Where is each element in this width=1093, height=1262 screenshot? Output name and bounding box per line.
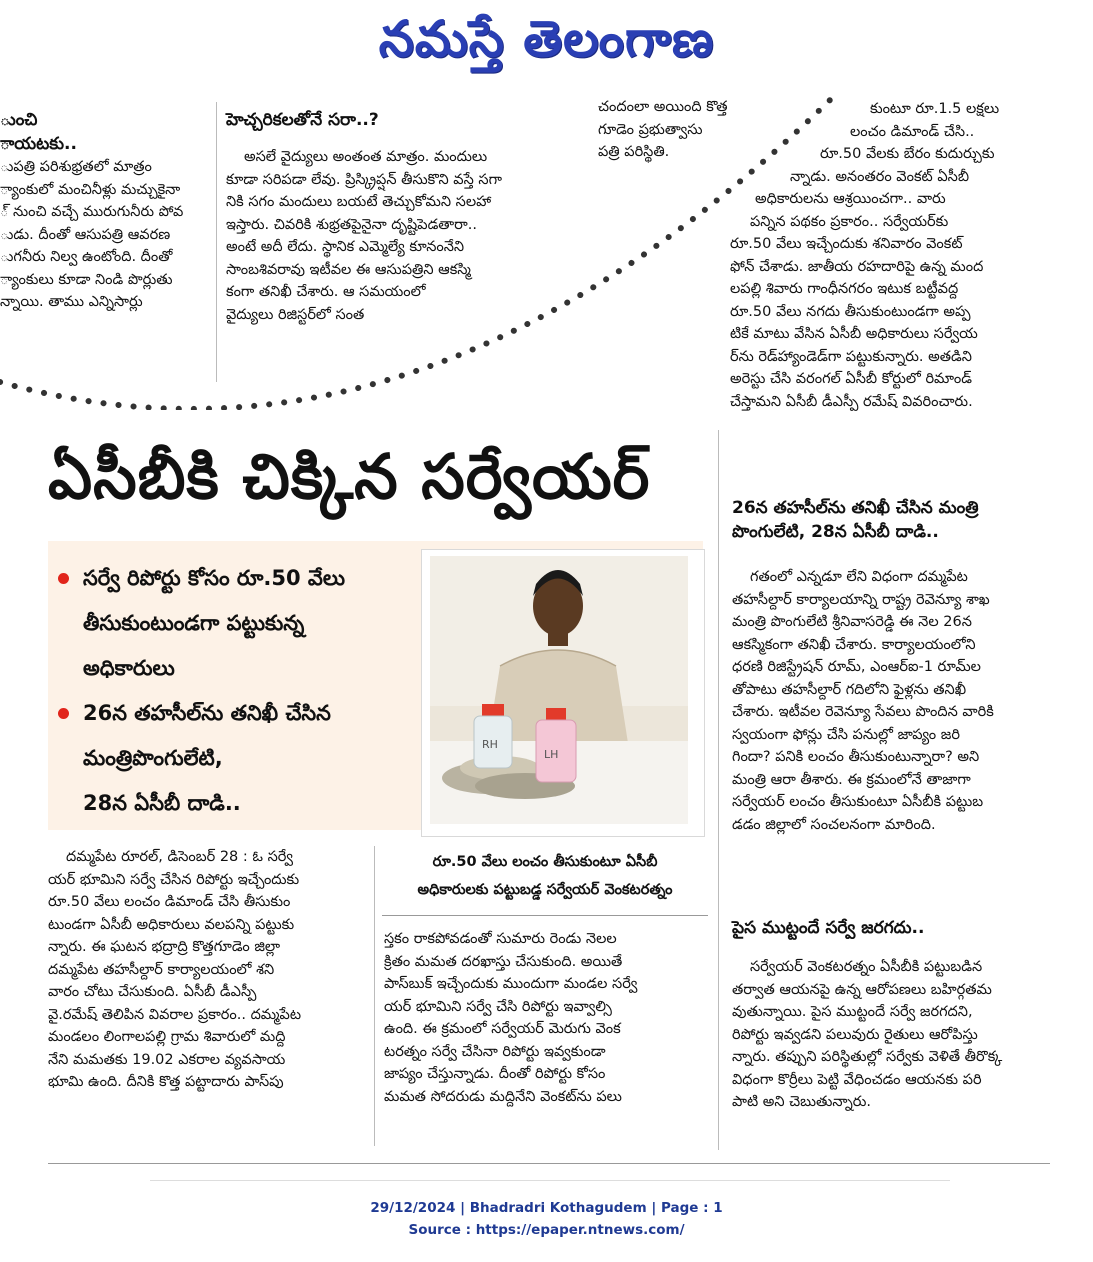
right-col-line: లపల్లి శివారు గాంధీనగరం ఇటుక బట్టీవద్ద bbox=[730, 281, 959, 297]
highlight-line: 28న ఏసీబీ దాడి.. bbox=[83, 791, 241, 815]
body-col1-line: దమ్మపేట రూరల్, డిసెంబర్ 28 : ఓ సర్వే bbox=[66, 849, 294, 865]
highlights-list bbox=[58, 556, 413, 826]
top-col3-line: గూడెం ప్రభుత్వాసు bbox=[598, 121, 703, 138]
right-sub1-line: మంత్రి ఆరా తీశారు. ఈ క్రమంలోనే తాజాగా bbox=[732, 771, 971, 788]
right-sub1-line: డడం జిల్లాలో సంచలనంగా మారింది. bbox=[732, 816, 936, 833]
body-col2-line: ఉంది. ఈ క్రమంలో సర్వేయర్ మెరుగు వెంక bbox=[384, 1021, 621, 1037]
bottle-right-label: LH bbox=[544, 748, 559, 761]
body-col1-line: నేని మమతకు 19.02 ఎకరాల వ్యవసాయ bbox=[48, 1051, 286, 1068]
right-sub2-line: వుతున్నాయి. పైస ముట్టందే సర్వే జరగదని, bbox=[732, 1004, 973, 1020]
highlight-line: సర్వే రిపోర్టు కోసం రూ.50 వేలు bbox=[83, 566, 345, 590]
right-sub2-line: సర్వేయర్ వెంకటరత్నం ఏసీబీకి పట్టుబడిన bbox=[750, 959, 983, 975]
right-col-line: అధికారులను ఆశ్రయించగా.. వారు bbox=[755, 191, 946, 207]
top-col2-line: అంటే అదీ లేదు. స్థానిక ఎమ్మెల్యే కూనంనేని bbox=[226, 239, 465, 255]
right-sub1-line: చేశారు. ఇటీవల రెవెన్యూ సేవలు పొందిన వారికి bbox=[732, 704, 994, 720]
right-col-line: చేస్తామని ఏసీబీ డీఎస్పీ రమేష్ వివరించారు. bbox=[730, 393, 973, 410]
footer-date-edition: 29/12/2024 | Bhadradri Kothagudem | Page : 1 bbox=[370, 1200, 723, 1216]
right-col-line: టికే మాటు వేసిన ఏసీబీ అధికారులు సర్వేయ bbox=[730, 326, 978, 342]
top-col2-line: వైద్యులు రిజిస్టర్‌లో సంత bbox=[226, 306, 365, 323]
right-column-body-1 bbox=[732, 566, 1054, 836]
top-col3-line: చందంలా అయింది కొత్త bbox=[598, 99, 728, 115]
right-col-line: రూ.50 వేలు ఇచ్చేందుకు శనివారం వెంకట్ bbox=[730, 236, 963, 252]
highlight-line: అధికారులు bbox=[83, 656, 175, 680]
body-col1-line: మండలం లింగాలపల్లి గ్రామ శివారులో మద్ది bbox=[48, 1029, 286, 1045]
top-column-2 bbox=[226, 108, 576, 326]
caption-line: రూ.50 వేలు లంచం తీసుకుంటూ ఏసీబీ bbox=[432, 854, 658, 870]
right-column-divider bbox=[718, 430, 719, 1150]
caption-rule bbox=[382, 915, 708, 916]
top-col2-line: నికి సగం మందులు బయటే తెచ్చుకోమని సలహా bbox=[226, 194, 492, 210]
body-divider bbox=[374, 846, 375, 1146]
top-col1-line: ుగనీరు నిల్వ ఉంటోంది. దీంతో bbox=[0, 249, 173, 265]
body-col1-line: వారం చోటు చేసుకుంది. ఏసీబీ డీఎస్పీ bbox=[48, 984, 257, 1000]
body-col2-line: క్రితం మమత దరఖాస్తు చేసుకుంది. అయితే bbox=[384, 953, 623, 970]
body-col1-line: వై.రమేష్ తెలిపిన వివరాల ప్రకారం.. దమ్మపేట bbox=[48, 1006, 302, 1023]
body-col1-line: భూమి ఉంది. దీనికి కొత్త పట్టాదారు పాస్‌పు bbox=[48, 1074, 284, 1090]
right-subheading-1 bbox=[732, 496, 1054, 544]
right-col-line: న్నాడు. అనంతరం వెంకట్ ఏసీబీ bbox=[790, 168, 970, 185]
bottom-rule bbox=[48, 1163, 1050, 1164]
photo-caption bbox=[380, 848, 710, 904]
top-col2-line: ఇస్తారు. చివరికి శుభ్రతపైనైనా దృష్టిపెడతారా.. bbox=[226, 216, 477, 233]
top-col2-line: సాంబశివరావు ఇటీవల ఈ ఆసుపత్రిని ఆకస్మి bbox=[226, 261, 471, 278]
masthead-logo: నమస్తే తెలంగాణ bbox=[378, 10, 715, 68]
right-col-line: కుంటూ రూ.1.5 లక్షలు bbox=[870, 101, 1000, 117]
top-col1-line: ుడు. దీంతో ఆసుపత్రి ఆవరణ bbox=[0, 226, 171, 243]
right-col-line: అరెస్టు చేసి వరంగల్ ఏసీబీ కోర్టులో రిమాండ్ bbox=[730, 371, 972, 387]
right-sub1-line: గిందా? పనికి లంచం తీసుకుంటున్నారా? అని bbox=[732, 749, 980, 765]
right-subheading-2: పైస ముట్టందే సర్వే జరగదు.. bbox=[732, 918, 925, 938]
highlight-line: మంత్రిపొంగులేటి, bbox=[83, 746, 223, 770]
right-col-line: లంచం డిమాండ్ చేసి.. bbox=[850, 123, 975, 140]
top-col2-line: కూడా సరిపడా లేవు. ప్రిస్క్రిప్షన్ తీసుకొని వస్తే సగా bbox=[226, 171, 502, 188]
subheading-line: పొంగులేటి, 28న ఏసీబీ దాడి.. bbox=[732, 522, 939, 542]
right-column-continuation bbox=[730, 98, 1052, 413]
right-sub2-line: విధంగా కొర్రీలు పెట్టి వేధించడం ఆయనకు పరి bbox=[732, 1071, 982, 1088]
body-col1-line: దమ్మపేట తహసీల్దార్ కార్యాలయంలో శని bbox=[48, 961, 275, 978]
right-sub1-line: తోపాటు తహసీల్దార్ గదిలోని ఫైళ్లను తనిఖీ bbox=[732, 681, 967, 698]
body-col2-line: పాస్‌బుక్ ఇచ్చేందుకు ముందుగా మండల సర్వే bbox=[384, 976, 638, 992]
news-photo bbox=[430, 556, 688, 824]
right-sub1-line: మంత్రి పొంగులేటి శ్రీనివాసరెడ్డి ఈ నెల 26న bbox=[732, 614, 972, 630]
column-divider bbox=[216, 102, 217, 382]
body-column-2 bbox=[384, 928, 709, 1108]
top-col1-line: ్యాంకులో మంచినీళ్లు మచ్చుకైనా bbox=[0, 181, 181, 198]
photo-illustration bbox=[430, 556, 688, 824]
right-col-line: రూ.50 వేలు నగదు తీసుకుంటుండగా అప్ప bbox=[730, 303, 971, 320]
bottom-rule-faint bbox=[150, 1180, 950, 1181]
top-col1-line: ్యాంకులు కూడా నిండి పొర్లుతు bbox=[0, 271, 173, 288]
body-col1-line: న్నారు. ఈ ఘటన భద్రాద్రి కొత్తగూడెం జిల్లా bbox=[48, 939, 281, 955]
right-sub2-line: తర్వాత ఆయనపై ఉన్న ఆరోపణలు బహిర్గతమ bbox=[732, 981, 992, 998]
right-col-line: ఫోన్ చేశాడు. జాతీయ రహదారిపై ఉన్న మంద bbox=[730, 258, 984, 275]
top-column-1 bbox=[0, 108, 205, 314]
body-col1-line: రూ.50 వేలు లంచం డిమాండ్ చేసి తీసుకుం bbox=[48, 894, 291, 910]
highlight-line: 26న తహసీల్‌ను తనిఖీ చేసిన bbox=[83, 701, 331, 725]
body-col2-line: జాప్యం చేస్తున్నాడు. దీంతో రిపోర్టు కోసం bbox=[384, 1066, 606, 1082]
highlight-item bbox=[58, 691, 413, 826]
right-sub2-line: న్నారు. తప్పుని పరిస్థితుల్లో సర్వేకు వెళితే తీరొక్క bbox=[732, 1049, 1003, 1065]
top-col3-line: పత్రి పరిస్థితి. bbox=[598, 144, 670, 160]
body-col1-line: యర్ భూమిని సర్వే చేసిన రిపోర్టు ఇచ్చేందుకు bbox=[48, 871, 300, 888]
top-col1-line: న్నాయి. తాము ఎన్నిసార్లు bbox=[0, 294, 143, 310]
body-col1-line: టుండగా ఏసీబీ అధికారులు వలపన్ని పట్టుకు bbox=[48, 916, 295, 933]
body-col2-line: యర్ భూమిని సర్వే చేసి రిపోర్టు ఇవ్వాల్సి bbox=[384, 998, 612, 1015]
right-col-line: ర్‌ను రెడ్‌హ్యాండెడ్‌గా పట్టుకున్నారు. అతడిని bbox=[730, 348, 972, 365]
highlight-line: తీసుకుంటుండగా పట్టుకున్న bbox=[83, 611, 305, 635]
right-sub1-line: స్వయంగా ఫోన్లు చేసి పనుల్లో జాప్యం జరి bbox=[732, 726, 960, 743]
top-col1-line: ్ నుంచి వచ్చే మురుగునీరు పోవ bbox=[0, 204, 184, 220]
right-sub1-line: గతంలో ఎన్నడూ లేని విధంగా దమ్మపేట bbox=[750, 569, 968, 585]
top-col1-line: ాయటకు.. bbox=[0, 134, 77, 154]
right-sub1-line: ధరణి రిజిస్ట్రేషన్ రూమ్, ఎంఆర్ఐ-1 రూమ్‌ల bbox=[732, 659, 981, 675]
main-headline: ఏసీబీకి చిక్కిన సర్వేయర్ bbox=[48, 440, 651, 513]
right-sub2-line: పాటి అని చెబుతున్నారు. bbox=[732, 1094, 871, 1110]
right-col-line: పన్నిన పథకం ప్రకారం.. సర్వేయర్‌కు bbox=[750, 213, 949, 230]
body-col2-line: టరత్నం సర్వే చేసినా రిపోర్టు ఇవ్వకుండా bbox=[384, 1043, 606, 1060]
top-col2-line: కంగా తనిఖీ చేశారు. ఆ సమయంలో bbox=[226, 284, 426, 300]
right-column-body-2 bbox=[732, 956, 1054, 1114]
right-col-line: రూ.50 వేలకు బేరం కుదుర్చుకు bbox=[820, 146, 995, 162]
body-col2-line: మమత సోదరుడు మద్దినేని వెంకట్‌ను పలు bbox=[384, 1088, 622, 1105]
bottle-left-label: RH bbox=[482, 738, 498, 751]
top-col1-line: ుంచి bbox=[0, 110, 38, 130]
top-col2-line: అసలే వైద్యులు అంతంత మాత్రం. మందులు bbox=[244, 149, 488, 165]
right-sub1-line: తహసీల్దార్ కార్యాలయాన్ని రాష్ట్ర రెవెన్యూ శాఖ bbox=[732, 591, 990, 608]
right-sub1-line: సర్వేయర్ లంచం తీసుకుంటూ ఏసీబీకి పట్టుబ bbox=[732, 794, 984, 810]
highlight-item bbox=[58, 556, 413, 691]
top-col1-line: ుపత్రి పరిశుభ్రతలో మాత్రం bbox=[0, 159, 152, 175]
caption-line: అధికారులకు పట్టుబడ్డ సర్వేయర్ వెంకటరత్నం bbox=[417, 882, 673, 898]
right-sub1-line: ఆకస్మికంగా తనిఖీ చేశారు. కార్యాలయంలోని bbox=[732, 636, 976, 653]
bullet-icon bbox=[58, 573, 69, 584]
body-col2-line: స్తకం రాకపోవడంతో సుమారు రెండు నెలల bbox=[384, 931, 617, 947]
subheading-line: 26న తహసీల్‌ను తనిఖీ చేసిన మంత్రి bbox=[732, 498, 979, 518]
right-sub2-line: రిపోర్టు ఇవ్వడని పలువురు రైతులు ఆరోపిస్తు bbox=[732, 1026, 978, 1043]
top-col2-heading: హెచ్చరికలతోనే సరా..? bbox=[226, 110, 379, 130]
bullet-icon bbox=[58, 708, 69, 719]
footer-source[interactable]: Source : https://epaper.ntnews.com/ bbox=[408, 1222, 685, 1238]
body-column-1 bbox=[48, 846, 368, 1094]
